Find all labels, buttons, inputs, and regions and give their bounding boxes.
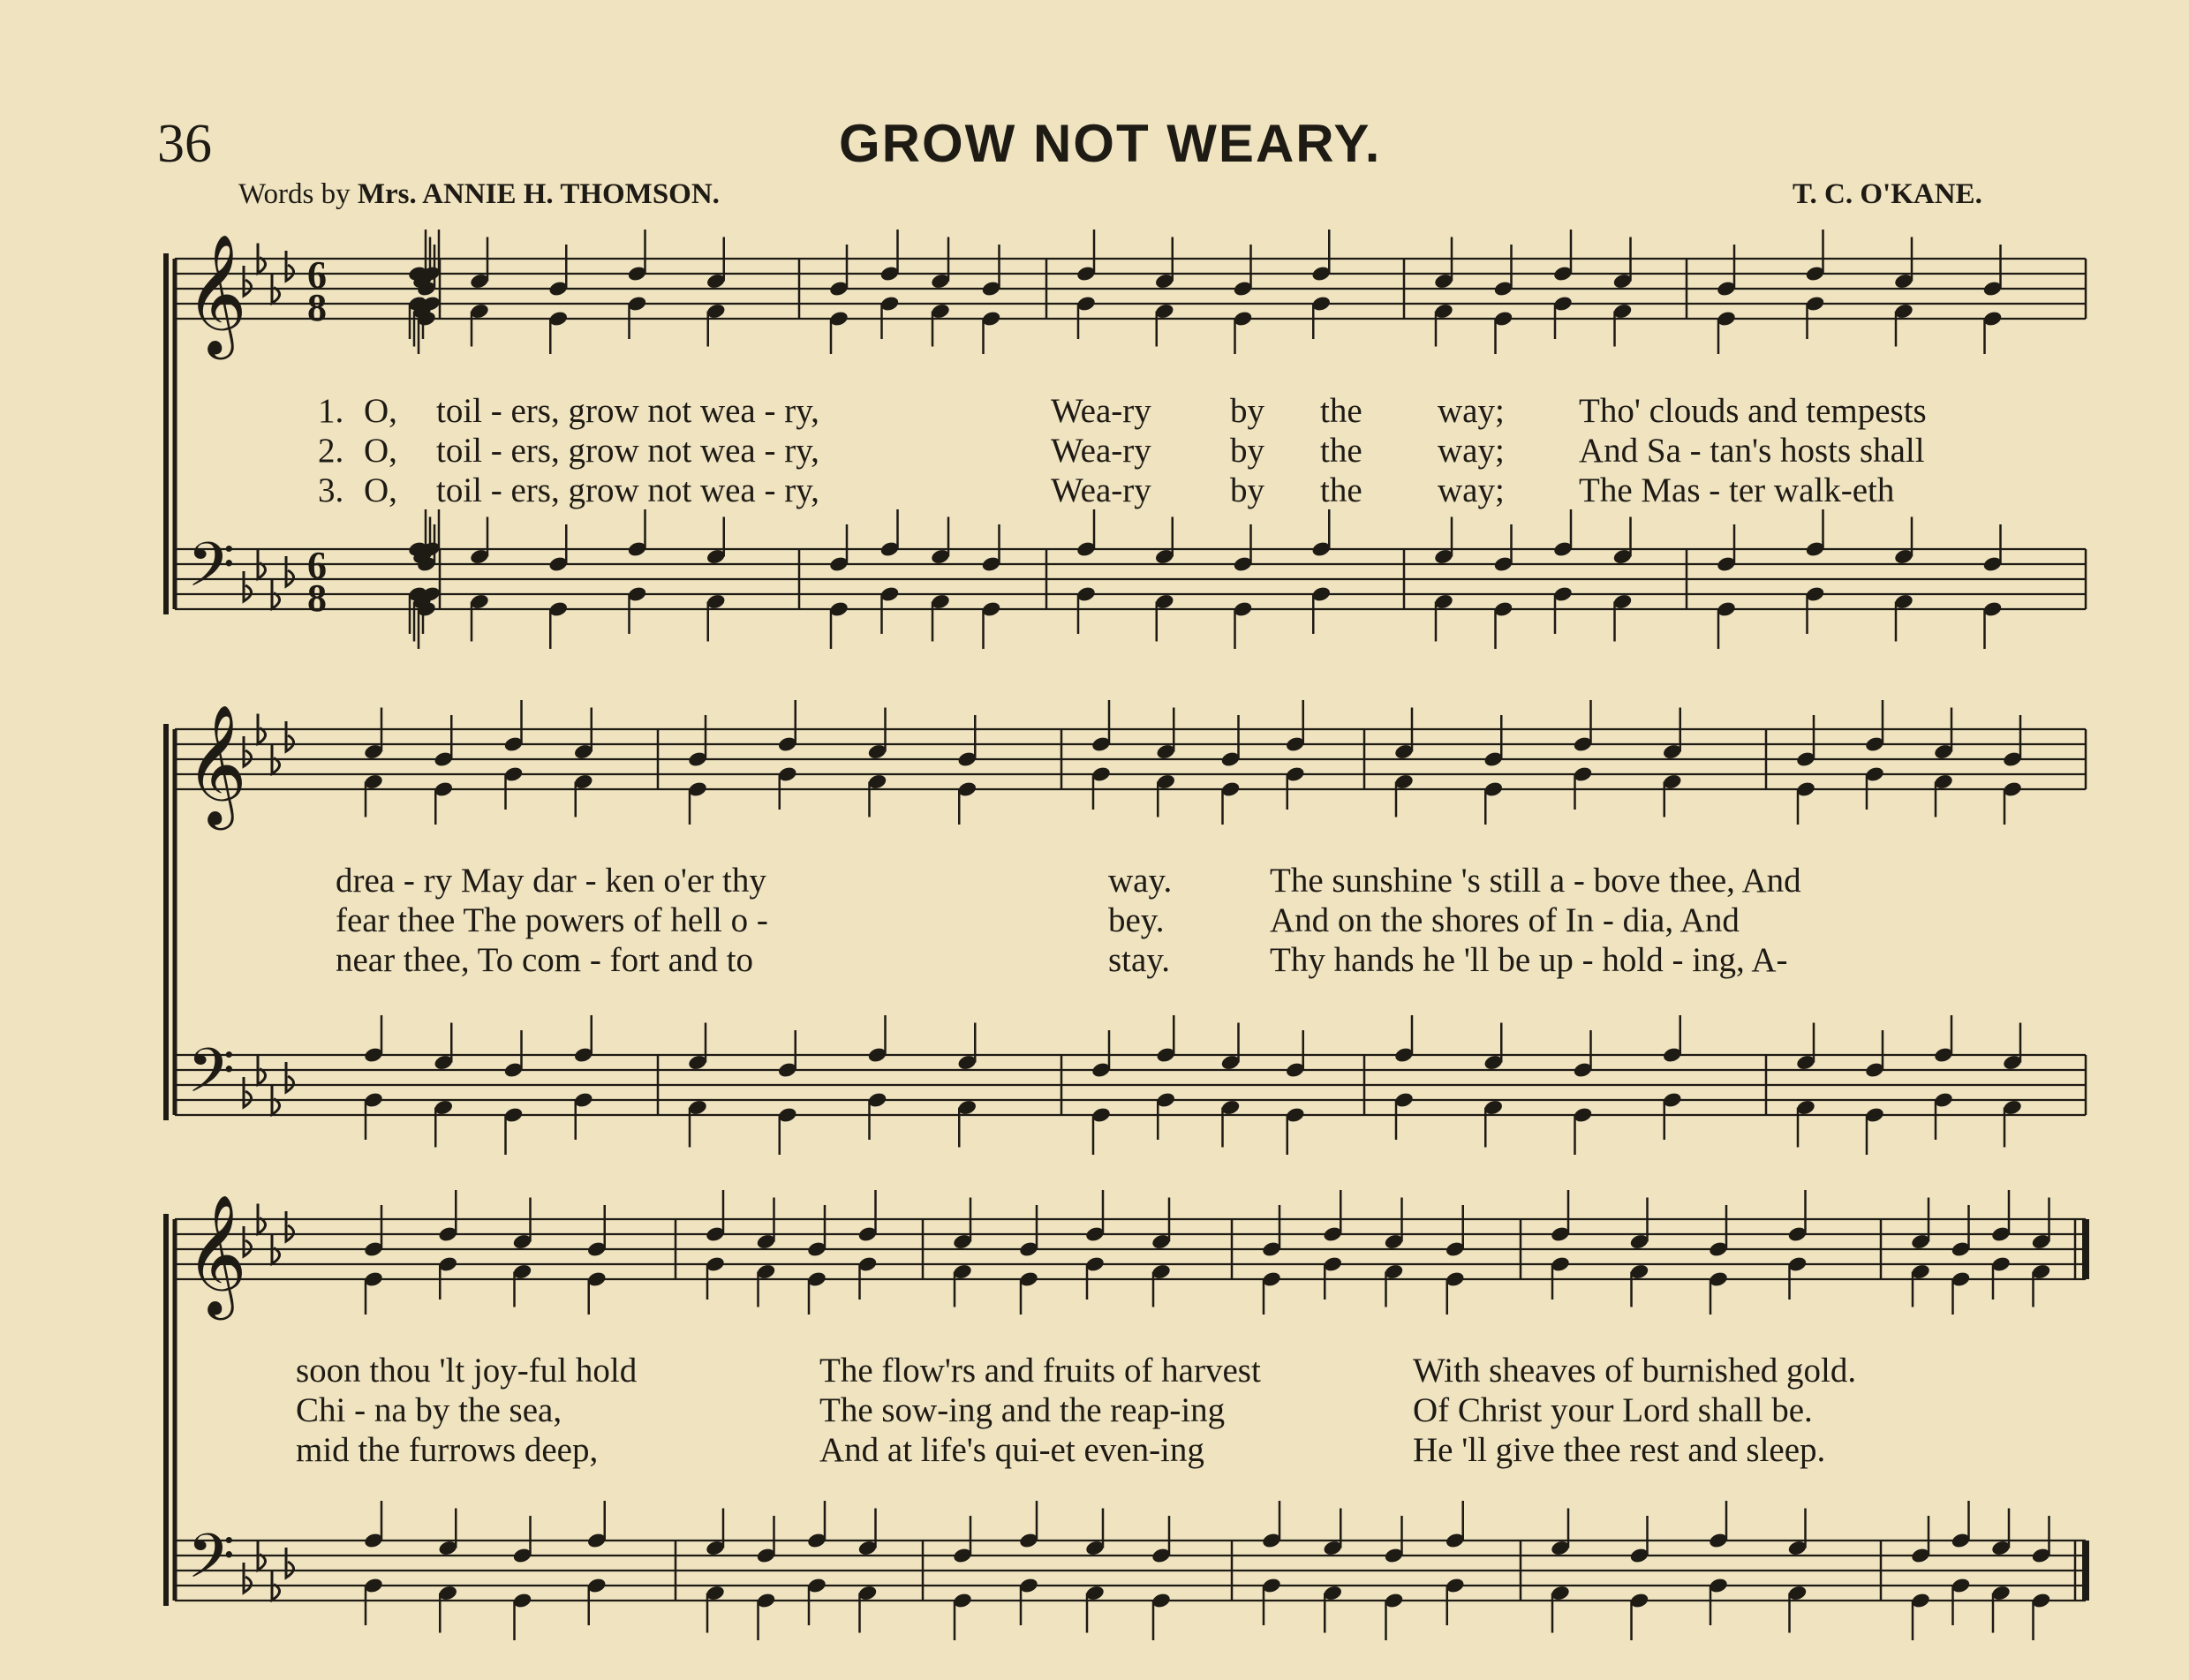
lyric-segment: near thee, To com - fort and to (336, 941, 754, 979)
verse-number: 1. (318, 392, 344, 430)
verse-number: 3. (318, 471, 344, 509)
lyric-segment: The Mas - ter walk-eth (1579, 471, 1895, 509)
lyric-segment: Wea-ry (1051, 471, 1151, 509)
flat-sign (286, 1211, 294, 1241)
treble-clef: 𝄞 (185, 703, 247, 825)
lyric-segment: O, (364, 392, 397, 430)
bass-clef: 𝄢 (187, 1035, 236, 1121)
lyric-segment: He 'll give thee rest and sleep. (1413, 1431, 1826, 1469)
bass-clef: 𝄢 (187, 529, 236, 615)
time-signature-denominator: 8 (307, 576, 327, 620)
flat-sign (286, 556, 294, 586)
composer-credit: T. C. O'KANE. (1793, 178, 1982, 210)
lyric-segment: way; (1438, 471, 1505, 509)
treble-clef: 𝄞 (185, 232, 247, 354)
flat-sign (286, 1062, 294, 1092)
lyric-segment: bey. (1108, 901, 1165, 939)
treble-clef: 𝄞 (185, 1193, 247, 1315)
lyric-segment: The sow-ing and the reap-ing (819, 1391, 1226, 1429)
lyric-segment: soon thou 'lt joy-ful hold (296, 1352, 638, 1390)
lyric-segment: toil - ers, grow not wea - ry, (436, 432, 819, 470)
lyric-segment: The sunshine 's still a - bove thee, And (1270, 862, 1801, 900)
lyric-segment: toil - ers, grow not wea - ry, (436, 392, 819, 430)
verse-number: 2. (318, 432, 344, 470)
lyric-segment: by (1230, 471, 1264, 509)
lyric-segment: way; (1438, 392, 1505, 430)
lyric-segment: O, (364, 471, 397, 509)
flat-sign (244, 1226, 252, 1256)
lyric-segment: O, (364, 432, 397, 470)
lyric-segment: the (1320, 471, 1362, 509)
final-barline-thick (2082, 1219, 2089, 1279)
lyric-segment: Tho' clouds and tempests (1579, 392, 1927, 430)
lyric-segment: Of Christ your Lord shall be. (1413, 1391, 1813, 1429)
final-barline-thick (2082, 1541, 2089, 1601)
hymn-title: GROW NOT WEARY. (839, 114, 1382, 173)
flat-sign (244, 1077, 252, 1107)
lyric-segment: way. (1108, 862, 1173, 900)
lyric-segment: And on the shores of In - dia, And (1270, 901, 1740, 939)
flat-sign (244, 736, 252, 766)
lyricist-prefix: Words by (238, 178, 351, 210)
lyric-segment: Wea-ry (1051, 392, 1151, 430)
time-signature-denominator: 8 (307, 286, 327, 329)
lyric-segment: stay. (1108, 941, 1171, 979)
flat-sign (286, 251, 294, 281)
lyric-segment: by (1230, 392, 1264, 430)
lyric-segment: way; (1438, 432, 1505, 470)
lyric-segment: the (1320, 392, 1362, 430)
flat-sign (286, 1548, 294, 1578)
lyric-segment: And Sa - tan's hosts shall (1579, 432, 1925, 470)
lyric-segment: The flow'rs and fruits of harvest (819, 1352, 1261, 1390)
flat-sign (244, 1563, 252, 1593)
flat-sign (244, 266, 252, 296)
lyric-segment: fear thee The powers of hell o - (336, 901, 768, 939)
lyric-segment: Wea-ry (1051, 432, 1151, 470)
lyric-segment: With sheaves of burnished gold. (1413, 1352, 1857, 1390)
bass-clef: 𝄢 (187, 1520, 236, 1607)
lyric-segment: toil - ers, grow not wea - ry, (436, 471, 819, 509)
lyric-segment: Thy hands he 'll be up - hold - ing, A- (1270, 941, 1788, 979)
lyric-segment: drea - ry May dar - ken o'er thy (336, 862, 766, 900)
flat-sign (244, 571, 252, 601)
lyric-segment: the (1320, 432, 1362, 470)
time-signature-numerator: 6 (307, 544, 327, 587)
lyric-segment: by (1230, 432, 1264, 470)
lyricist-name: Mrs. ANNIE H. THOMSON. (357, 178, 720, 210)
flat-sign (286, 721, 294, 751)
lyric-segment: mid the furrows deep, (296, 1431, 599, 1469)
lyric-segment: And at life's qui-et even-ing (819, 1431, 1204, 1469)
time-signature-numerator: 6 (307, 253, 327, 297)
page-number: 36 (157, 114, 212, 174)
lyric-segment: Chi - na by the sea, (296, 1391, 562, 1429)
